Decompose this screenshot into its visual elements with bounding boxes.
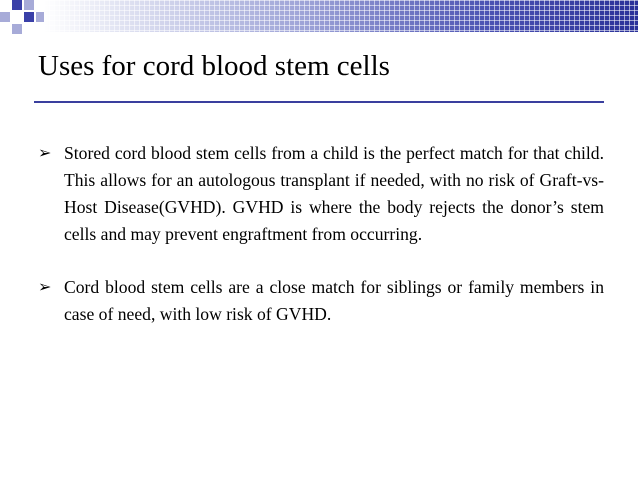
corner-square [12,0,22,10]
corner-square [24,12,34,22]
corner-square [12,24,22,34]
header-band-grid [44,0,638,32]
title-underline [34,101,604,103]
slide-title: Uses for cord blood stem cells [38,50,390,82]
bullet-item [38,274,604,328]
bullet-text: Cord blood stem cells are a close match for siblings or family members in case of need, with low risk of GVHD. [64,277,604,324]
bullet-text: Stored cord blood stem cells from a child is the perfect match for that child. This allows for an autologous transplant if needed, with no risk of Graft-vs- Host Disease(GVHD). GVHD is where the body rejects the donor’s stem cells and may prevent engraftment from occurring. [64,143,604,244]
arrow-bullet-icon: ➢ [38,279,52,296]
arrow-bullet-icon: ➢ [38,145,52,162]
corner-square [0,12,10,22]
corner-square [24,0,34,10]
bullet-list [38,140,604,354]
corner-square [36,12,44,22]
bullet-item [38,140,604,248]
